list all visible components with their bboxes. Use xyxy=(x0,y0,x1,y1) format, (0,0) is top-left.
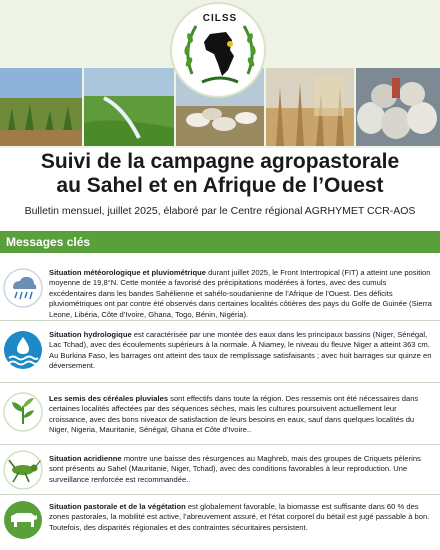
logo-text: CILSS xyxy=(202,13,238,24)
message-locust-heading: Situation acridienne xyxy=(49,454,122,463)
cilss-logo xyxy=(170,2,266,98)
divider xyxy=(0,494,440,495)
title-line-1: Suivi de la campagne agropastorale xyxy=(40,150,400,173)
photo-crops xyxy=(0,68,82,146)
livestock-icon xyxy=(3,500,43,540)
message-pastoral-heading: Situation pastorale et de la végétation xyxy=(49,502,186,511)
message-hydro-body: est caractérisée par une montée des eaux dans les principaux bassins (Niger, Sénégal, Lac Tchad), avec des écoulements supérieurs à la normale. À Niamey, le niveau du fleuve Niger a atteint 363 cm. Au Burkina Faso, les barrages ont atteint des taux de remplissage satisfaisants ; avec huit barrages sur quinze en déversement. xyxy=(49,330,432,371)
locust-icon xyxy=(3,450,43,490)
divider xyxy=(0,320,440,321)
title-line-2: au Sahel et en Afrique de l’Ouest xyxy=(56,174,384,197)
message-cereals-heading: Les semis des céréales pluviales xyxy=(49,394,169,403)
message-weather-heading: Situation météorologique et pluviométrique xyxy=(49,268,206,277)
subtitle: Bulletin mensuel, juillet 2025, élaboré par le Centre régional AGRHYMET CCR-AOS xyxy=(24,205,416,217)
photo-dry-field xyxy=(266,68,354,146)
message-hydro-text xyxy=(49,330,434,372)
message-pastoral-text xyxy=(49,502,434,533)
message-locust-body: montre une baisse des résurgences au Maghreb, mais des groupes de Criquets pèlerins sont présents au Sahel (Mauritanie, Niger, Tchad), avec des conditions favorables à leur reproduction. Une surveillance renforcée est recommandée.. xyxy=(49,454,421,484)
photo-irrigation xyxy=(84,68,174,146)
water-waves-icon xyxy=(3,330,43,370)
divider xyxy=(0,382,440,383)
section-header xyxy=(0,231,440,253)
message-weather-body: durant juillet 2025, le Front Intertropical (FIT) a atteint une position moyenne de 19,8°N. Cette montée a favorisé des précipitations modérées à fortes, avec des cumuls excédentaires dans les bandes Sahélienne et sahélo-soudanienne de l’Afrique de l’Ouest. Des déficits pluviométriques ont par contre été observés dans certaines localités côtières des pays du Golfe de Guinée (Sierra Leone, Libéria, Côte d’Ivoire, Ghana, Togo, Bénin, Nigéria). xyxy=(49,268,432,319)
message-pastoral-body: est globalement favorable, la biomasse est suffisante dans 60 % des zones pastorales, la mobilité est active, l’abreuvement assuré, et l’état corporel du bétail est jugé passable à bon. Toutefois, des disparités régionales et des contraintes sécuritaires persistent. xyxy=(49,502,430,532)
message-hydro-heading: Situation hydrologique xyxy=(49,330,132,339)
section-title: Messages clés xyxy=(6,235,91,249)
message-locust-text xyxy=(49,454,434,485)
message-cereals-body: sont effectifs dans toute la région. Des ressemis ont été nécessaires dans certaines localités affectées par des séquences sèches, mais les cultures poursuivent actuellement leur croissance, avec des bons niveaux de satisfaction de leurs besoins en eaux, sauf dans quelques localités du Niger, Nigeria, Mauritanie, Sénégal, Ghana et Côte d’Ivoire.. xyxy=(49,394,419,435)
message-cereals-text xyxy=(49,394,434,436)
rain-cloud-icon xyxy=(3,268,43,308)
photo-grain-sacks xyxy=(356,68,440,146)
crop-sprout-icon xyxy=(3,392,43,432)
divider xyxy=(0,444,440,445)
message-weather-text xyxy=(49,268,434,320)
page-title xyxy=(0,150,440,198)
